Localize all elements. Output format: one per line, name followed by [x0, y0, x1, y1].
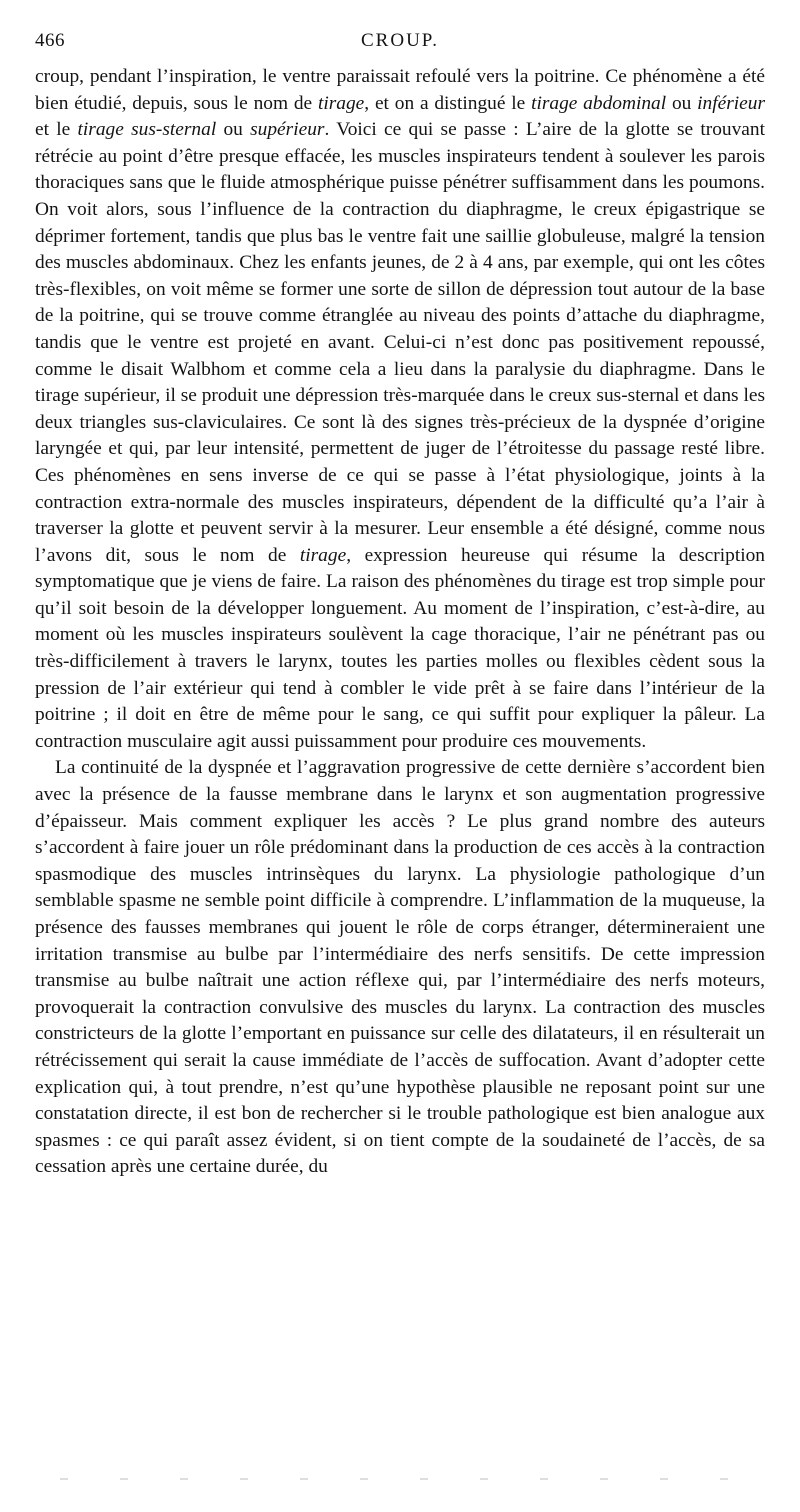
- page-number: 466: [35, 30, 65, 51]
- text-run: ou: [216, 119, 251, 141]
- italic-term: tirage: [299, 544, 347, 566]
- text-run: croup, pendant l’inspiration, le ventre paraissait refoulé vers la poitrine. Ce phénomène a été bien étudié, depuis, sous le nom de: [35, 66, 765, 114]
- text-run: , expression heureuse qui résume la description symptomatique que je viens de faire. La raison des phénomènes du tirage est trop simple pour qu’il soit besoin de la développer longuement. Au moment de l’inspiration, c’est-à-dire, au moment où les muscles inspirateurs soulèvent la cage thoracique, l’air ne pénétrant pas ou très-difficilement à travers le larynx, toutes les parties molles ou flexibles cèdent sous la pression de l’air extérieur qui tend à combler le vide prêt à se faire dans l’intérieur de la poitrine ; il doit en être de même pour le sang, ce qui suffit pour expliquer la pâleur. La contraction musculaire agit aussi puissamment pour produire ces mouvements.: [35, 544, 765, 752]
- running-head: [35, 30, 765, 56]
- italic-term: tirage: [317, 92, 365, 114]
- italic-term: supérieur: [250, 119, 325, 141]
- paragraph-2: [35, 755, 765, 1181]
- book-page: [35, 30, 765, 1181]
- text-run: La continuité de la dyspnée et l’aggravation progressive de cette dernière s’accordent bien avec la présence de la fausse membrane dans le larynx et son augmentation progressive d’épaisseur. Mais comment expliquer les accès ? Le plus grand nombre des auteurs s’accordent à faire jouer un rôle prédominant dans la production de ces accès à la contraction spasmodique des muscles intrinsèques du larynx. La physiologie pathologique d’un semblable spasme ne semble point difficile à comprendre. L’inflammation de la muqueuse, la présence des fausses membranes qui jouent le rôle de corps étranger, détermineraient une irritation transmise au bulbe par l’intermédiaire des nerfs sensitifs. De cette impression transmise au bulbe naîtrait une action réflexe qui, par l’intermédiaire des nerfs moteurs, provoquerait la contraction convulsive des muscles du larynx. La contraction des muscles constricteurs de la glotte l’emportant en puissance sur celle des dilatateurs, il en résulterait un rétrécissement qui serait la cause immédiate de l’accès de suffocation. Avant d’adopter cette explication qui, à tout prendre, n’est qu’une hypothèse plausible ne reposant point sur une constatation directe, il est bon de rechercher si le trouble pathologique est bien analogue aux spasmes : ce qui paraît assez évident, si on tient compte de la soudaineté de l’accès, de sa cessation après une certaine durée, du: [35, 757, 765, 1178]
- text-run: , et on a distingué le: [364, 92, 532, 114]
- page-bottom-smudge: [60, 1478, 740, 1480]
- paragraph-1: [35, 64, 765, 755]
- body-text: [35, 64, 765, 1181]
- running-title: CROUP.: [361, 30, 439, 51]
- text-run: . Voici ce qui se passe : L’aire de la glotte se trouvant rétrécie au point d’être presque effacée, les muscles inspirateurs tendent à soulever les parois thoraciques sans que le fluide atmosphérique puisse pénétrer suffisamment dans les poumons. On voit alors, sous l’influence de la contraction du diaphragme, le creux épigastrique se déprimer fortement, tandis que plus bas le ventre fait une saillie globuleuse, malgré la tension des muscles abdominaux. Chez les enfants jeunes, de 2 à 4 ans, par exemple, qui ont les côtes très-flexibles, on voit même se former une sorte de sillon de dépression tout autour de la base de la poitrine, qui se trouve comme étranglée au niveau des points d’attache du diaphragme, tandis que le ventre est projeté en avant. Celui-ci n’est donc pas positivement repoussé, comme le disait Walbhom et comme cela a lieu dans la paralysie du diaphragme. Dans le tirage supérieur, il se produit une dépression très-marquée dans le creux sus-sternal et dans les deux triangles sus-claviculaires. Ce sont là des signes très-précieux de la dyspnée d’origine laryngée et qui, par leur intensité, permettent de juger de l’étroitesse du passage resté libre. Ces phénomènes en sens inverse de ce qui se passe à l’état physiologique, joints à la contraction extra-normale des muscles inspirateurs, dépendent de la difficulté qu’a l’air à traverser la glotte et peuvent servir à la mesurer. Leur ensemble a été désigné, comme nous l’avons dit, sous le nom de: [35, 119, 765, 566]
- text-run: ou: [666, 92, 698, 114]
- italic-term: inférieur: [697, 92, 765, 114]
- italic-term: tirage sus-sternal: [77, 119, 217, 141]
- italic-term: tirage abdominal: [531, 92, 667, 114]
- text-run: et le: [35, 119, 78, 141]
